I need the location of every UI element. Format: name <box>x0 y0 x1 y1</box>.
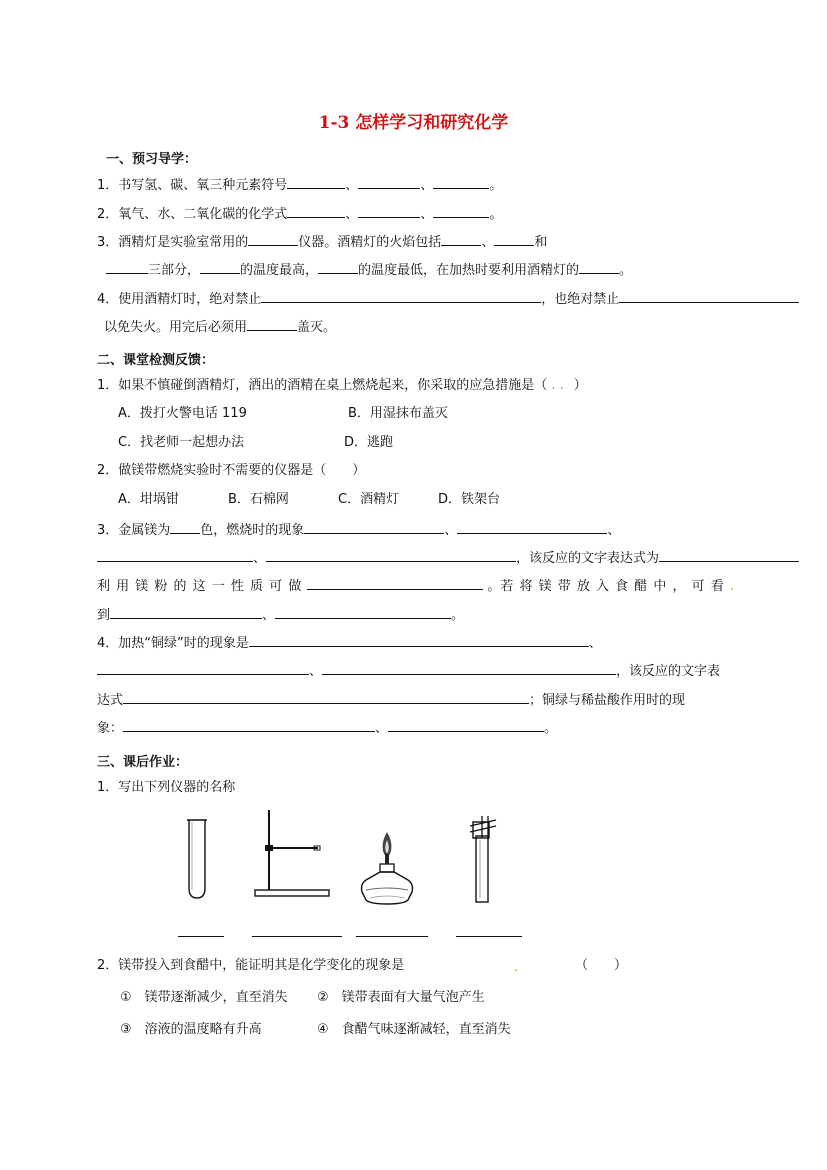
answer-blank <box>318 260 358 274</box>
question-text: 仪器。酒精灯的火焰包括 <box>298 235 442 250</box>
answer-blank <box>110 605 262 619</box>
iron-stand-icon <box>252 808 332 900</box>
s1-question-3 <box>97 232 547 252</box>
question-text: 盖灭。 <box>297 320 337 335</box>
question-text: 。若 将 镁 带 放 入 食 醋 中 ， 可 看 <box>487 579 724 594</box>
answer-blank <box>266 548 516 562</box>
option-3: ③ 溶液的温度略有升高 <box>120 1022 262 1037</box>
s1-question-3-cont <box>106 260 632 280</box>
answer-blank <box>304 520 444 534</box>
s2-question-2 <box>97 462 365 480</box>
answer-blank <box>170 520 200 534</box>
period: 。 <box>489 178 503 193</box>
separator: 、 <box>444 523 458 538</box>
paren-close: ） <box>573 378 587 393</box>
answer-blank <box>97 548 253 562</box>
answer-blank <box>307 576 483 590</box>
s2-question-3 <box>97 520 620 540</box>
answer-blank <box>106 260 148 274</box>
option-c: C．酒精灯 <box>338 492 400 507</box>
option-1: ① 镁带逐渐减少，直至消失 <box>120 990 288 1005</box>
separator: ， <box>516 551 530 566</box>
question-number: 4． <box>97 292 119 307</box>
question-text: 利 用 镁 粉 的 这 一 性 质 可 做 <box>97 579 302 594</box>
separator: 、 <box>345 207 359 222</box>
question-number: 4． <box>97 636 119 651</box>
answer-blank <box>494 232 534 246</box>
question-text: 到 <box>97 608 111 623</box>
answer-blank <box>287 175 345 189</box>
question-number: 2． <box>97 958 119 973</box>
mark-dot: . <box>514 960 519 975</box>
answer-blank <box>247 317 297 331</box>
question-number: 3． <box>97 235 119 250</box>
alcohol-lamp-icon <box>356 828 418 908</box>
option-b: B．用湿抹布盖灭 <box>348 406 448 421</box>
question-text: 该反应的文字表达式为 <box>529 551 660 566</box>
question-text: 以免失火。用完后必须用 <box>104 320 248 335</box>
question-text: 如果不慎碰倒酒精灯，洒出的酒精在桌上燃烧起来，你采取的应急措施是（ <box>118 378 548 393</box>
instrument-name-blank <box>356 936 428 937</box>
answer-blank <box>249 633 589 647</box>
answer-blank <box>200 260 240 274</box>
answer-blank <box>275 605 451 619</box>
separator: 、 <box>253 551 267 566</box>
answer-blank <box>261 289 541 303</box>
test-tube-holder-icon <box>462 814 502 906</box>
s2-question-4-line4 <box>97 718 557 738</box>
option-c: C．找老师一起想办法 <box>118 435 245 450</box>
question-number: 2． <box>97 463 119 478</box>
s3-question-2 <box>97 957 404 975</box>
answer-blank <box>619 289 799 303</box>
s2-question-3-cont <box>97 548 799 568</box>
s1-question-4 <box>97 289 799 309</box>
answer-blank <box>358 175 420 189</box>
answer-blank <box>358 204 420 218</box>
answer-paren: （ ） <box>575 958 628 973</box>
option-b: B．石棉网 <box>228 492 289 507</box>
answer-blank <box>388 718 544 732</box>
separator: 、 <box>481 235 495 250</box>
option-d: D．逃跑 <box>344 435 394 450</box>
answer-blank <box>322 661 616 675</box>
option-a: A．拨打火警电话 119 <box>118 406 247 421</box>
separator: 、 <box>420 207 434 222</box>
s3-question-1 <box>97 779 235 797</box>
question-text: 金属镁为 <box>118 523 171 538</box>
period: 。 <box>619 263 633 278</box>
s2-question-4-line3 <box>97 690 685 710</box>
mark-dot: . . <box>551 378 564 393</box>
question-text: 和 <box>534 235 548 250</box>
question-number: 1． <box>97 378 119 393</box>
period: 。 <box>489 207 503 222</box>
instrument-name-blank <box>456 936 522 937</box>
separator: 、 <box>345 178 359 193</box>
answer-blank <box>123 718 375 732</box>
question-text: 做镁带燃烧实验时不需要的仪器是（ ） <box>118 463 366 478</box>
separator: 、 <box>420 178 434 193</box>
option-4: ④ 食醋气味逐渐减轻，直至消失 <box>317 1022 511 1037</box>
option-d: D．铁架台 <box>438 492 501 507</box>
mark-dot: . <box>723 579 735 594</box>
answer-blank <box>287 204 345 218</box>
option-a: A．坩埚钳 <box>118 492 179 507</box>
question-number: 1． <box>97 178 119 193</box>
question-text: ，该反应的文字表 <box>616 664 721 679</box>
section-heading-homework: 三、课后作业： <box>97 755 189 770</box>
test-tube-icon <box>180 818 214 902</box>
s2-question-4 <box>97 633 602 653</box>
question-text: 三部分， <box>148 263 201 278</box>
period: 。 <box>544 721 558 736</box>
period: 。 <box>451 608 465 623</box>
answer-blank <box>579 260 619 274</box>
question-number: 2． <box>97 207 119 222</box>
question-text: 色，燃烧时的现象 <box>200 523 305 538</box>
separator: 、 <box>375 721 389 736</box>
question-number: 1． <box>97 780 119 795</box>
instrument-name-blank <box>252 936 342 937</box>
answer-blank <box>433 175 489 189</box>
answer-blank <box>248 232 298 246</box>
answer-blank <box>123 690 529 704</box>
separator: 、 <box>309 664 323 679</box>
question-text: 加热“铜绿”时的现象是 <box>118 636 249 651</box>
question-text: 的温度最高， <box>240 263 319 278</box>
s2-question-3-line3 <box>97 576 734 596</box>
question-number: 3． <box>97 523 119 538</box>
separator: 、 <box>607 523 621 538</box>
section-heading-feedback: 二、课堂检测反馈： <box>97 353 215 368</box>
question-text: 写出下列仪器的名称 <box>118 780 236 795</box>
s2-question-1 <box>97 377 587 395</box>
question-text: 氧气、水、二氧化碳的化学式 <box>118 207 288 222</box>
answer-blank <box>441 232 481 246</box>
question-text: ；铜绿与稀盐酸作用时的现 <box>529 693 686 708</box>
question-text: ，也绝对禁止 <box>541 292 620 307</box>
answer-blank <box>97 661 309 675</box>
s1-question-2 <box>97 204 502 224</box>
question-text: 酒精灯是实验室常用的 <box>118 235 249 250</box>
option-2: ② 镁带表面有大量气泡产生 <box>317 990 485 1005</box>
question-text: 镁带投入到食醋中，能证明其是化学变化的现象是 <box>118 958 405 973</box>
s2-question-4-cont <box>97 661 720 681</box>
question-text: 使用酒精灯时，绝对禁止 <box>118 292 262 307</box>
separator: 、 <box>262 608 276 623</box>
question-text: 象： <box>97 721 124 736</box>
instrument-name-blank <box>178 936 224 937</box>
answer-blank <box>659 548 799 562</box>
page-title: 1-3 怎样学习和研究化学 <box>318 113 509 133</box>
answer-blank <box>433 204 489 218</box>
s2-question-3-line4 <box>97 605 464 625</box>
question-text: 达式 <box>97 693 124 708</box>
section-heading-preview: 一、预习导学： <box>106 152 198 167</box>
question-text: 的温度最低，在加热时要利用酒精灯的 <box>358 263 580 278</box>
s1-question-4-cont <box>104 317 336 337</box>
separator: 、 <box>588 636 602 651</box>
question-text: 书写氢、碳、氧三种元素符号 <box>118 178 288 193</box>
s1-question-1 <box>97 175 502 195</box>
answer-blank <box>457 520 607 534</box>
